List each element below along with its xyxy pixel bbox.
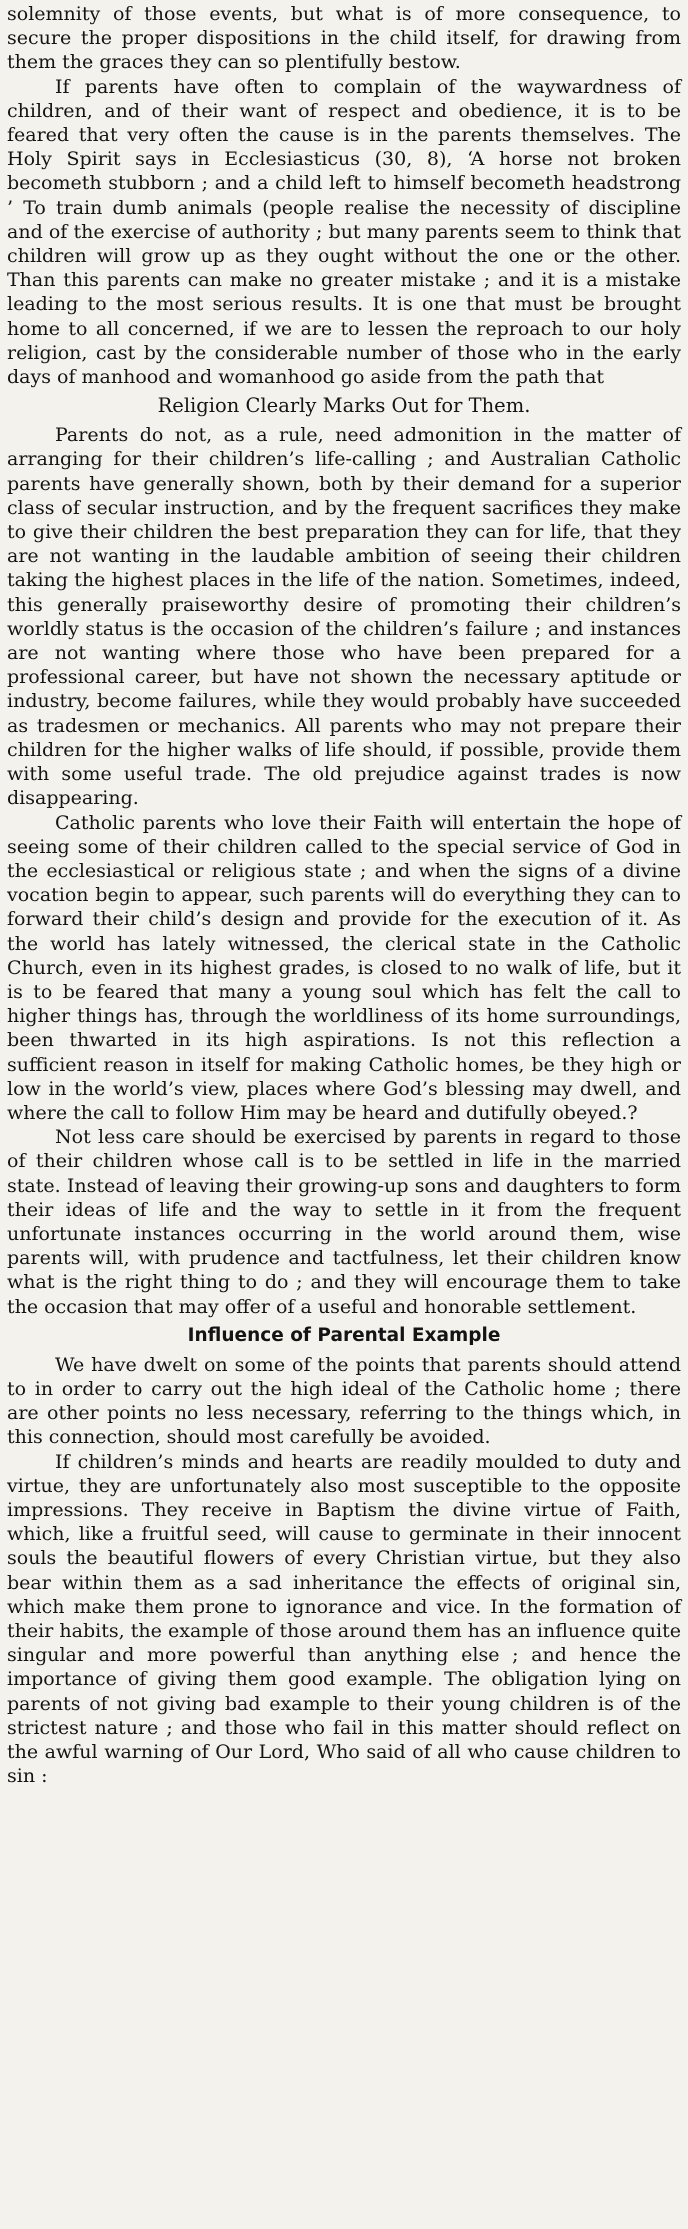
paragraph-example: If children’s minds and hearts are readily moulded to duty and virtue, they are unfortunately also most susceptible to the opposite impressions. They receive in Baptism the divine virtue of Faith, which, like a fruitful seed, will cause to germinate in their innocent souls the beautiful flowers of every Christian virtue, but they also bear within them as a sad inheritance the effects of original sin, which make them prone to ignorance and vice. In the formation of their habits, the example of those around them has an influence quite singular and more powerful than anything else ; and hence the importance of giving them good example. The obligation lying on parents of not giving bad example to their young children is of the strictest nature ; and those who fail in this matter should reflect on the awful warning of Our Lord, Who said of all who cause children to sin : [7, 1450, 681, 1788]
section-heading-parental-example: Influence of Parental Example [187, 1324, 501, 1346]
paragraph-married-state: Not less care should be exercised by parents in regard to those of their children whose call is to be settled in life in the married state. Instead of leaving their growing-up sons and daughters to form their ideas of life and the way to settle in it from the frequent unfortunate instances occurring in the world around them, wise parents will, with prudence and tactfulness, let their children know what is the right thing to do ; and they will encourage them to take the occasion that may offer of a useful and honorable settlement. [7, 1126, 681, 1318]
paragraph-continuation: solemnity of those events, but what is of more consequence, to secure the proper dispositions in the child itself, for drawing from them the graces they can so plentifully bestow. [7, 3, 681, 74]
paragraph-vocation: Catholic parents who love their Faith will entertain the hope of seeing some of their children called to the special service of God in the ecclesiastical or religious state ; and when the signs of a divine vocation begin to appear, such parents will do everything they can to forward their child’s design and provide for the execution of it. As the world has lately witnessed, the clerical state in the Catholic Church, even in its highest grades, is closed to no walk of life, but it is to be feared that many a young soul which has felt the call to higher things has, through the worldliness of its home surroundings, been thwarted in its high aspirations. Is not this reflection a sufficient reason in itself for making Catholic homes, be they high or low in the world’s view, places where God’s blessing may dwell, and where the call to follow Him may be heard and dutifully obeyed.? [7, 811, 681, 1124]
paragraph-life-calling: Parents do not, as a rule, need admonition in the matter of arranging for their children’s life-calling ; and Australian Catholic parents have generally shown, both by their demand for a superior class of secular instruction, and by the frequent sacrifices they make to give their children the best preparation they can for life, that they are not wanting in the laudable ambition of seeing their children taking the highest places in the life of the nation. Sometimes, indeed, this generally praiseworthy desire of promoting their children’s worldly status is the occasion of the children’s failure ; and instances are not wanting where those who have been prepared for a professional career, but have not shown the necessary aptitude or industry, become failures, while they would probably have succeeded as tradesmen or mechanics. All parents who may not prepare their children for the higher walks of life should, if possible, provide them with some useful trade. The old prejudice against trades is now disappearing. [7, 424, 681, 810]
section-heading-religion: Religion Clearly Marks Out for Them. [157, 394, 531, 418]
paragraph-points-avoided: We have dwelt on some of the points that parents should attend to in order to carry out the high ideal of the Catholic home ; there are other points no less necessary, referring to the things which, in this connection, should most carefully be avoided. [7, 1353, 681, 1449]
paragraph-waywardness: If parents have often to complain of the waywardness of children, and of their want of respect and obedience, it is to be feared that very often the cause is in the parents themselves. The Holy Spirit says in Ecclesiasticus (30, 8), ‘A horse not broken becometh stubborn ; and a child left to himself becometh headstrong ’ To train dumb animals (people realise the necessity of discipline and of the exercise of authority ; but many parents seem to think that children will grow up as they ought without the one or the other. Than this parents can make no greater mistake ; and it is a mistake leading to the most serious results. It is one that must be brought home to all concerned, if we are to lessen the reproach to our holy religion, cast by the considerable number of those who in the early days of manhood and womanhood go aside from the path that [7, 75, 681, 389]
